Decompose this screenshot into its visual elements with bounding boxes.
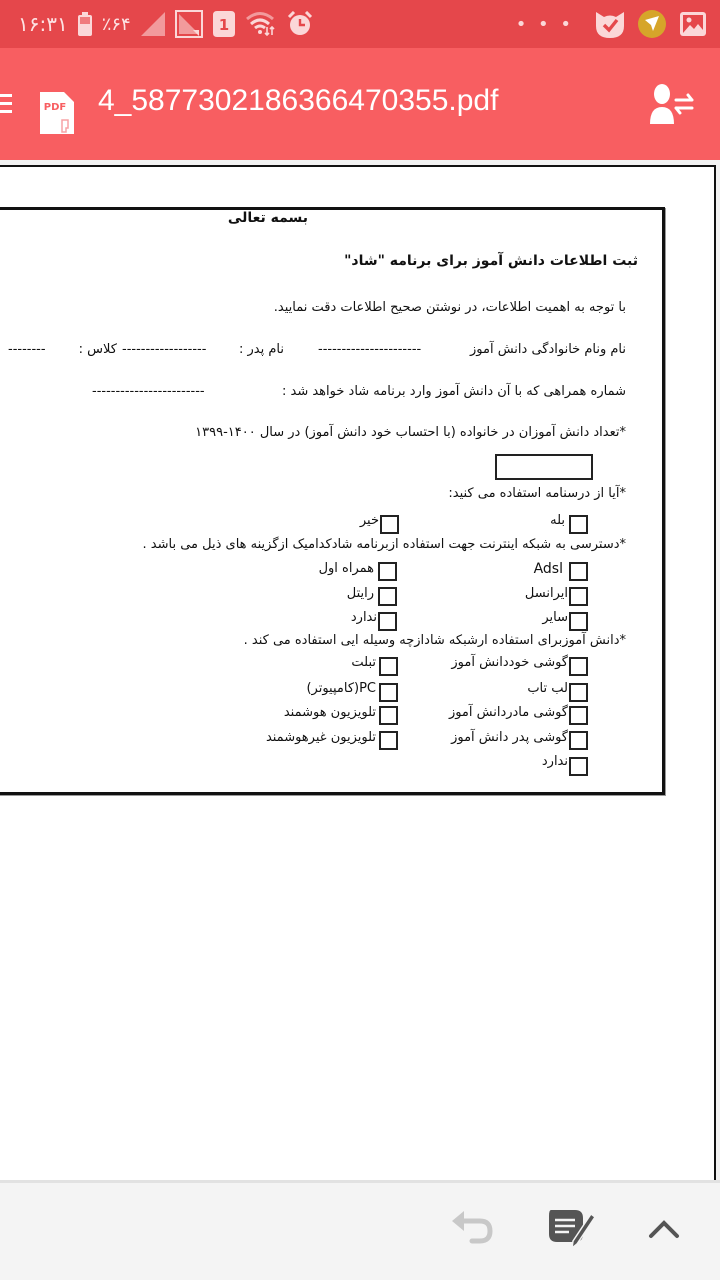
father-name-field[interactable]: ------------------ [122, 342, 207, 357]
option-no-device: ندارد [541, 754, 568, 769]
option-smart-tv: تلویزیون هوشمند [283, 705, 376, 720]
app-bar [0, 48, 720, 160]
checkbox-hamrahe-aval[interactable] [378, 562, 397, 581]
checkbox-no[interactable] [380, 515, 399, 534]
q-textbook: *آیا از درسنامه استفاده می کنید: [448, 486, 626, 501]
checkbox-yes[interactable] [569, 515, 588, 534]
class-label: کلاس : [78, 342, 117, 357]
student-name-field[interactable]: ---------------------- [318, 342, 422, 357]
file-name-title: 4_5877302186366470355.pdf [98, 84, 499, 117]
gallery-icon [680, 12, 706, 36]
doc-notice: با توجه به اهمیت اطلاعات، در نوشتن صحیح اطلاعات دقت نمایید. [273, 300, 626, 315]
svg-text:PDF: PDF [43, 102, 67, 113]
sim-icon [213, 11, 235, 37]
option-no: خیر [359, 513, 379, 528]
shield-check-icon [596, 10, 624, 38]
option-mother-phone: گوشی مادردانش آموز [448, 705, 568, 720]
undo-button[interactable] [448, 1209, 496, 1253]
option-other-isp: سایر [542, 610, 568, 625]
student-count-input[interactable] [495, 454, 593, 480]
checkbox-tablet[interactable] [379, 657, 398, 676]
option-tablet: تبلت [351, 655, 376, 670]
phone-label: شماره همراهی که با آن دانش آموز وارد برنامه شاد خواهد شد : [282, 384, 626, 399]
checkbox-pc[interactable] [379, 683, 398, 702]
pdf-page [0, 165, 716, 1180]
undo-icon [450, 1209, 494, 1253]
checkbox-rightel[interactable] [378, 587, 397, 606]
class-field[interactable]: -------- [8, 342, 46, 357]
telegram-gold-icon [638, 10, 666, 38]
overflow-indicator: • • • [515, 13, 574, 35]
option-father-phone: گوشی پدر دانش آموز [451, 730, 568, 745]
pdf-viewer[interactable] [0, 160, 720, 1180]
no-signal-icon [175, 10, 203, 38]
wifi-icon [245, 11, 277, 37]
collapse-button[interactable] [640, 1209, 688, 1253]
doc-title: ثبت اطلاعات دانش آموز برای برنامه "شاد" [344, 253, 638, 269]
status-bar [0, 0, 720, 48]
signal-icon [141, 12, 165, 36]
q-student-count: *تعداد دانش آموزان در خانواده (با احتساب خود دانش آموز) در سال ۱۴۰۰-۱۳۹۹ [195, 425, 626, 440]
checkbox-irancell[interactable] [569, 587, 588, 606]
phone-field[interactable]: ------------------------ [92, 384, 205, 399]
clock: ۱۶:۳۱ [18, 12, 68, 36]
option-laptop: لب تاب [527, 681, 568, 696]
checkbox-adsl[interactable] [569, 562, 588, 581]
option-irancell: ایرانسل [524, 586, 568, 601]
menu-icon[interactable] [0, 94, 12, 116]
option-own-phone: گوشی خوددانش آموز [451, 655, 568, 670]
option-no-internet: ندارد [350, 610, 377, 625]
q-device: *دانش آموزبرای استفاده ارشبکه شادازچه وسیله ایی استفاده می کند . [243, 633, 626, 648]
user-swap-icon[interactable] [650, 84, 694, 128]
checkbox-laptop[interactable] [569, 683, 588, 702]
option-hamrahe-aval: همراه اول [318, 561, 374, 576]
checkbox-other-isp[interactable] [569, 612, 588, 631]
option-adsl: Adsl [533, 561, 563, 577]
checkbox-non-smart-tv[interactable] [379, 731, 398, 750]
annotate-note-pencil-icon [547, 1208, 597, 1254]
option-pc: PC(کامپیوتر) [306, 681, 376, 696]
option-yes: بله [550, 513, 565, 528]
battery-percent: ٪۶۴ [101, 13, 131, 35]
checkbox-own-phone[interactable] [569, 657, 588, 676]
battery-icon [78, 12, 92, 36]
option-non-smart-tv: تلویزیون غیرهوشمند [265, 730, 376, 745]
student-name-label: نام ونام خانوادگی دانش آموز [470, 342, 626, 357]
checkbox-no-device[interactable] [569, 757, 588, 776]
option-rightel: رایتل [346, 586, 374, 601]
bottom-toolbar [0, 1180, 720, 1280]
doc-heading: بسمه تعالی [227, 210, 308, 226]
annotate-button[interactable] [548, 1209, 596, 1253]
checkbox-no-internet[interactable] [378, 612, 397, 631]
checkbox-mother-phone[interactable] [569, 706, 588, 725]
checkbox-father-phone[interactable] [569, 731, 588, 750]
svg-text:1: 1 [218, 16, 229, 34]
q-internet: *دسترسی به شبکه اینترنت جهت استفاده ازبرنامه شادکدامیک ازگزینه های ذیل می باشد . [142, 537, 626, 552]
pdf-file-icon [40, 92, 74, 138]
father-name-label: نام پدر : [239, 342, 284, 357]
checkbox-smart-tv[interactable] [379, 706, 398, 725]
alarm-icon [287, 11, 313, 37]
chevron-up-icon [648, 1219, 680, 1243]
